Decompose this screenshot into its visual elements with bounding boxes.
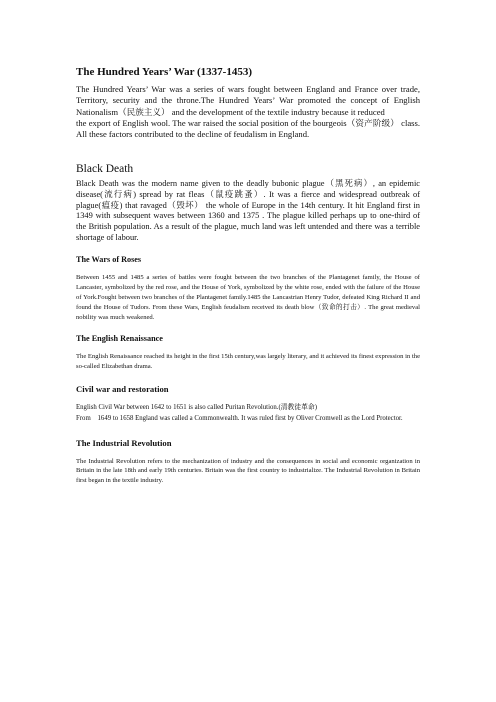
heading-black-death: Black Death xyxy=(76,162,134,175)
heading-industrial-revolution: The Industrial Revolution xyxy=(76,437,172,448)
paragraph-civil-war-2: From 1649 to 1658 England was called a Commonwealth. It was ruled first by Oliver Cromwell as the Lord Protector. xyxy=(76,415,403,423)
heading-wars-of-roses: The Wars of Roses xyxy=(76,255,142,265)
paragraph-civil-war-1: English Civil War between 1642 to 1651 is also called Puritan Revolution.(清教徒革命) xyxy=(76,404,317,412)
paragraph-industrial-revolution: The Industrial Revolution refers to the mechanization of industry and the consequences in social and economic organization in Britain in the late 18th and early 19th centuries. Britain was the first country to industrialize. The Industrial Revolution in Britain first began in the textile industry. xyxy=(76,457,420,485)
paragraph-english-renaissance: The English Renaissance reached its height in the first 15th century,was largely literary, and it achieved its finest expression in the so-called Elizabethan drama. xyxy=(76,352,420,370)
paragraph-black-death: Black Death was the modern name given to the deadly bubonic plague（黑死病）, an epidemic disease(流行病) spread by rat fleas（鼠疫跳蚤）. It was a fierce and widespread outbreak of plague(瘟疫) that ravaged（毁坏） the whole of Europe in the 14th century. It hit England first in 1349 with subsequent waves between 1360 and 1375 . The plague killed perhaps up to one-third of the British population. As a result of the plague, much land was left untended and there was a terrible shortage of labour. xyxy=(76,178,420,243)
heading-english-renaissance: The English Renaissance xyxy=(76,333,163,343)
paragraph-hundred-years-war-1: The Hundred Years’ War was a series of wars fought between England and France over trade, Territory, security and the throne.The Hundred Years’ War promoted the concept of English Nationalism（民族主义） and the development of the textile industry because it reduced xyxy=(76,84,420,117)
paragraph-wars-of-roses: Between 1455 and 1485 a series of battles were fought between the two branches of the Plantagenet family, the House of Lancaster, symbolized by the red rose, and the House of York, symbolized by the white rose, ended with the failure of the House of York.Fought between two branches of the Plantagenet family.1485 the Lancastrian Henry Tudor, defeated King Richard II and found the House of Tudors. From these Wars, English feudalism received its death blow（致命的打击）. The great medieval nobility was much weakened. xyxy=(76,274,420,321)
heading-civil-war: Civil war and restoration xyxy=(76,384,169,395)
heading-hundred-years-war: The Hundred Years’ War (1337-1453) xyxy=(76,66,253,78)
paragraph-hundred-years-war-2: the export of English wool. The war raised the social position of the bourgeois（资产阶级） class. All these factors contributed to the decline of feudalism in England. xyxy=(76,118,420,140)
document-page xyxy=(76,66,420,486)
